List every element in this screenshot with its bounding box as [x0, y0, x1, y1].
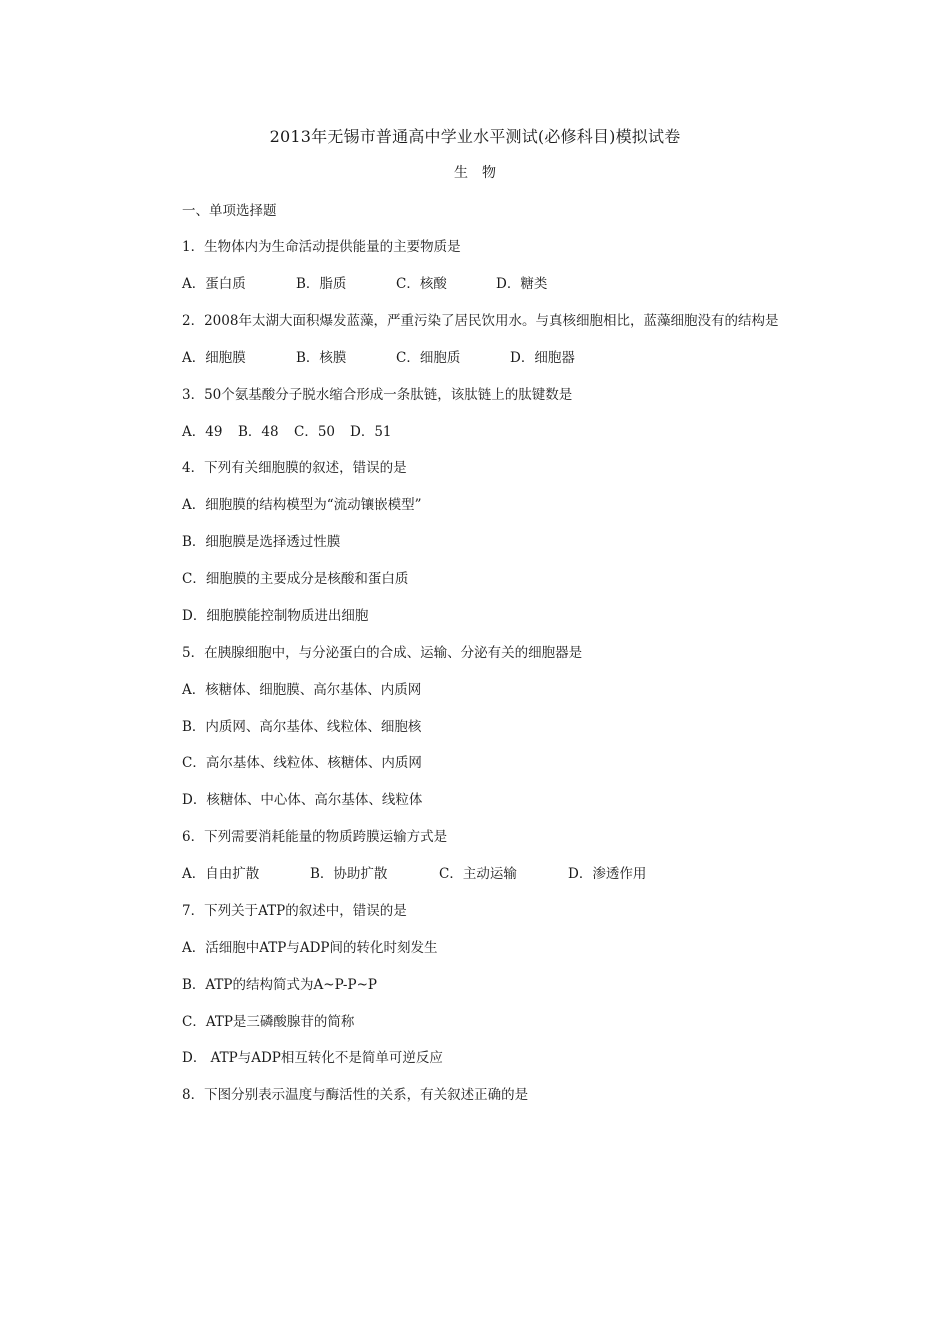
option-d: D．糖类	[496, 276, 548, 292]
option-a: A．细胞膜	[182, 350, 246, 366]
option-b: B．ATP的结构简式为A~P-P~P	[182, 977, 377, 993]
option-a: A．蛋白质	[182, 276, 246, 292]
question-stem: 5．在胰腺细胞中，与分泌蛋白的合成、运输、分泌有关的细胞器是	[182, 645, 583, 661]
option-b: B．48	[238, 424, 279, 440]
option-a: A．核糖体、细胞膜、高尔基体、内质网	[182, 682, 422, 698]
question-stem: 7．下列关于ATP的叙述中，错误的是	[182, 903, 407, 919]
option-a: A．自由扩散	[182, 866, 260, 882]
option-d: D．细胞器	[510, 350, 575, 366]
option-c: C．细胞质	[396, 350, 461, 366]
option-a: A．细胞膜的结构模型为“流动镶嵌模型”	[182, 497, 422, 513]
option-b: B．核膜	[296, 350, 347, 366]
option-c: C．核酸	[396, 276, 447, 292]
option-a: A．49	[182, 424, 223, 440]
section-heading: 一、单项选择题	[182, 203, 277, 219]
option-d: D．细胞膜能控制物质进出细胞	[182, 608, 369, 624]
option-c: C．高尔基体、线粒体、核糖体、内质网	[182, 755, 422, 771]
exam-subject: 生 物	[454, 165, 496, 181]
question-stem: 6．下列需要消耗能量的物质跨膜运输方式是	[182, 829, 448, 845]
option-c: C．50	[294, 424, 336, 440]
option-c: C．细胞膜的主要成分是核酸和蛋白质	[182, 571, 409, 587]
question-stem: 4．下列有关细胞膜的叙述，错误的是	[182, 460, 407, 476]
option-d: D．核糖体、中心体、高尔基体、线粒体	[182, 792, 423, 808]
option-b: B．协助扩散	[310, 866, 388, 882]
option-a: A．活细胞中ATP与ADP间的转化时刻发生	[182, 940, 438, 956]
option-d: D．渗透作用	[568, 866, 647, 882]
question-stem: 3．50个氨基酸分子脱水缩合形成一条肽链，该肽链上的肽键数是	[182, 387, 573, 403]
option-b: B．内质网、高尔基体、线粒体、细胞核	[182, 719, 422, 735]
exam-title: 2013年无锡市普通高中学业水平测试(必修科目)模拟试卷	[269, 127, 681, 146]
option-d: D．51	[350, 424, 392, 440]
option-b: B．细胞膜是选择透过性膜	[182, 534, 341, 550]
question-stem: 1．生物体内为生命活动提供能量的主要物质是	[182, 239, 461, 255]
option-d: D． ATP与ADP相互转化不是简单可逆反应	[182, 1050, 443, 1066]
option-c: C．主动运输	[439, 866, 517, 882]
question-stem: 2．2008年太湖大面积爆发蓝藻，严重污染了居民饮用水。与真核细胞相比，蓝藻细胞没有的结构是	[182, 313, 779, 329]
option-b: B．脂质	[296, 276, 347, 292]
option-c: C．ATP是三磷酸腺苷的简称	[182, 1014, 355, 1030]
question-stem: 8．下图分别表示温度与酶活性的关系，有关叙述正确的是	[182, 1087, 529, 1103]
